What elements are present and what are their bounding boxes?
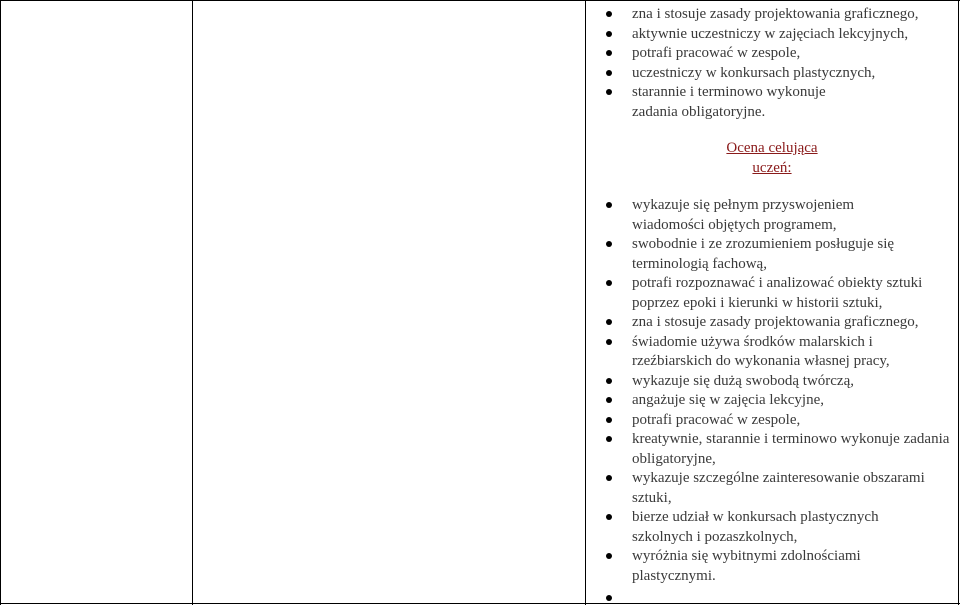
list-item [586,589,958,609]
list-item-text: zna i stosuje zasady projektowania graficznego, [632,6,919,22]
list-item [586,411,958,431]
list-item-text: wykazuje się pełnym przyswojeniem wiadomości objętych programem, [632,197,855,233]
list-item [586,508,958,547]
list-item-text: potrafi pracować w zespole, [632,411,801,428]
list-item-text: aktywnie uczestniczy w zajęciach lekcyjnych, [632,25,909,42]
list-item-text: świadomie używa środków malarskich i rzeźbiarskich do wykonania własnej pracy, [632,333,890,369]
list-item-text: swobodnie i ze zrozumieniem posługuje się terminologią fachową, [632,236,895,272]
bullet-icon [606,595,612,601]
list-item [586,430,958,469]
list-item-text: bierze udział w konkursach plastycznych szkolnych i pozaszkolnych, [632,509,879,545]
list-item-text: kreatywnie, starannie i terminowo wykonuje zadania obligatoryjne, [632,431,950,467]
list-item-text: uczestniczy w konkursach plastycznych, [632,64,876,81]
list-item-text: potrafi pracować w zespole, [632,45,801,61]
bullet-icon [606,241,612,247]
list-item [586,372,958,392]
bullet-icon [606,397,612,403]
list-item [586,313,958,333]
list-item-text: wykazuje się dużą swobodą twórczą, [632,372,854,389]
table-border-divider-1 [192,0,193,605]
bullet-icon [606,417,612,423]
list-item [586,391,958,411]
bullet-icon [606,89,612,95]
bullet-icon [606,514,612,520]
list-item-text: wykazuje szczególne zainteresowanie obszarami sztuki, [632,470,925,506]
criteria-column [586,0,958,605]
bullet-icon [606,280,612,286]
bottom-criteria-list [586,196,958,609]
table-border-right [958,0,959,605]
list-item-text: wyróżnia się wybitnymi zdolnościami plastycznymi. [632,548,861,584]
list-item [586,274,958,313]
list-item [586,235,958,274]
bullet-icon [606,475,612,481]
bullet-icon [606,202,612,208]
bullet-icon [606,31,612,37]
list-item-text: potrafi rozpoznawać i analizować obiekty sztuki poprzez epoki i kierunki w historii sztuki, [632,275,923,311]
bullet-icon [606,11,612,17]
bullet-icon [606,378,612,384]
grade-heading [586,139,958,178]
bullet-icon [606,70,612,76]
list-item [586,196,958,235]
list-item-text: angażuje się w zajęcia lekcyjne, [632,392,824,408]
bullet-icon [606,50,612,56]
list-item-text: starannie i terminowo wykonuje zadania obligatoryjne. [632,84,826,120]
list-item [586,333,958,372]
grade-subtitle: uczeń: [752,159,792,176]
list-item [586,25,958,45]
list-item [586,44,958,64]
list-item-text: zna i stosuje zasady projektowania graficznego, [632,314,919,330]
top-criteria-list [586,5,958,122]
table-border-left [0,0,1,605]
bullet-icon [606,339,612,345]
bullet-icon [606,436,612,442]
list-item [586,5,958,25]
list-item [586,83,958,122]
bullet-icon [606,319,612,325]
list-item [586,64,958,84]
grade-title: Ocena celująca [726,140,818,156]
bullet-icon [606,553,612,559]
list-item [586,547,958,586]
list-item [586,469,958,508]
